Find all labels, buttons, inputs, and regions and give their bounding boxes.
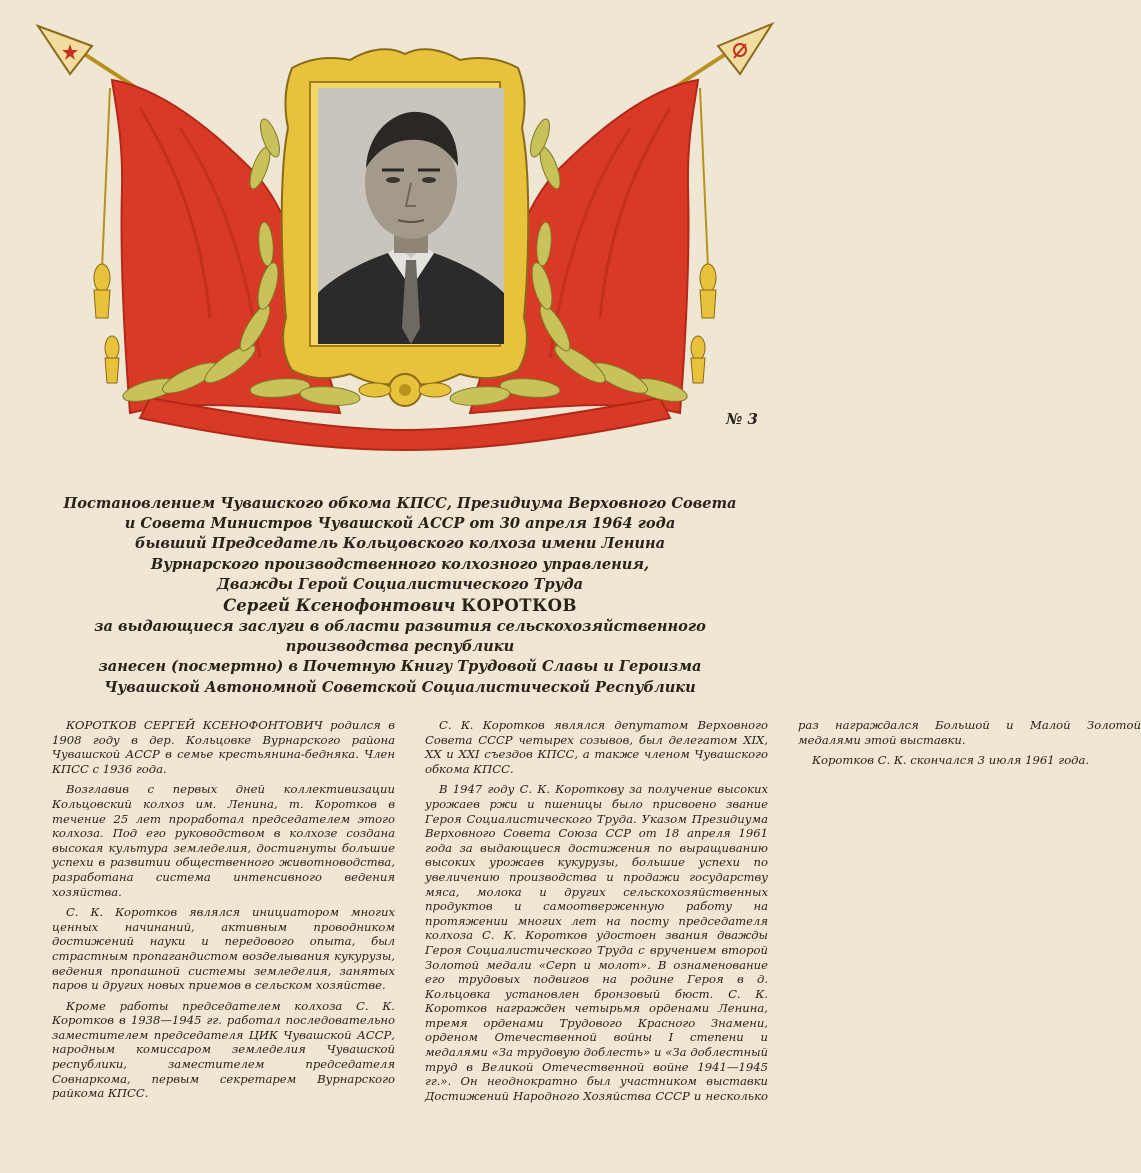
portrait-photo <box>318 88 504 344</box>
decree-line: Чувашской Автономной Советской Социалистической Республики <box>104 678 696 696</box>
page-number-label: № 3 <box>726 410 758 428</box>
star-spear-icon <box>38 26 92 74</box>
decree-line: Дважды Герой Социалистического Труда <box>216 575 584 593</box>
hero-name <box>60 595 740 617</box>
hammer-sickle-spear-icon <box>718 24 772 74</box>
decree-line: занесен (посмертно) в Почетную Книгу Трудовой Славы и Героизма <box>98 658 702 676</box>
bio-paragraph: КОРОТКОВ СЕРГЕЙ КСЕНОФОНТОВИЧ родился в 1908 году в дер. Кольцовке Вурнарского района Чувашской АССР в семье крестьянина-бедняка. Член КПСС с 1936 года. <box>52 718 395 776</box>
bio-paragraph: Возглавив с первых дней коллективизации Кольцовский колхоз им. Ленина, т. Коротков в течение 25 лет проработал председателем этого колхоза. Под его руководством в колхозе создана высокая культура земледелия, достигнуты большие успехи в развитии общественного животноводства, разработана система интенсивного ведения хозяйства. <box>52 782 395 899</box>
decree-line: бывший Председатель Кольцовского колхоза имени Ленина <box>134 535 666 553</box>
decree-line: производства республики <box>285 638 515 656</box>
bio-paragraph: В 1947 году С. К. Короткову за получение высоких урожаев ржи и пшеницы было присвоено звание Героя Социалистического Труда. Указом Президиума Верховного Совета Союза ССР от 18 апреля 1961 года за выдающиеся достижения по выращиванию высоких урожаев кукурузы, большие успехи по увеличению производства и продажи государству мяса, молока и других сельскохозяйственных продуктов и самоотверженную работу на протяжении многих лет на посту председателя колхоза С. К. Коротков удостоен звания дважды Героя Социалистического Труда с вручением второй Золотой медали «Серп и молот». В ознаменование его трудовых подвигов на родине Героя в д. Кольцовка установлен бронзовый бюст. С. К. Коротков награжден четырьмя орденами Ленина, тремя орденами Трудового Красного Знамени, орденом Отечественной войны I степени и медалями «За трудовую доблесть» и «За доблестный труд в Великой Отечественной войне 1941—1945 гг.». Он неоднократно был участником выставки Достижений Народного Хозяйства СССР и несколько раз награждался Большой и Малой Золотой медалями этой выставки. <box>425 718 1141 1103</box>
decree-text <box>60 494 740 698</box>
bio-paragraph: Коротков С. К. скончался 3 июля 1961 года. <box>812 753 1090 768</box>
decree-line: за выдающиеся заслуги в области развития сельскохозяйственного <box>94 618 706 636</box>
bio-paragraph: С. К. Коротков являлся инициатором многих ценных начинаний, активным проводником достижений науки и передового опыта, был страстным пропагандистом возделывания кукурузы, ведения пропашной системы земледелия, занятых паров и других новых приемов в сельском хозяйстве. <box>52 905 395 993</box>
hero-name-last: КОРОТКОВ <box>461 596 577 616</box>
decree-line: Постановлением Чувашского обкома КПСС, Президиума Верховного Совета <box>63 495 737 512</box>
bio-paragraph: С. К. Коротков являлся депутатом Верховного Совета СССР четырех созывов, был делегатом XIX, XX и XXI съездов КПСС, а также членом Чувашского обкома КПСС. <box>425 718 768 776</box>
biography-text <box>52 718 1141 1108</box>
hero-name-first: Сергей Ксенофонтович <box>223 596 456 616</box>
decree-line: и Совета Министров Чувашской АССР от 30 апреля 1964 года <box>124 515 676 533</box>
decree-line: Вурнарского производственного колхозного управления, <box>150 555 650 573</box>
bio-paragraph: Кроме работы председателем колхоза С. К. Коротков в 1938—1945 гг. работал последовательно заместителем председателя ЦИК Чувашской АССР, народным комиссаром земледелия Чувашской республики, заместителем председателя Совнаркома, первым секретарем Вурнарского райкома КПСС. <box>52 998 395 1101</box>
